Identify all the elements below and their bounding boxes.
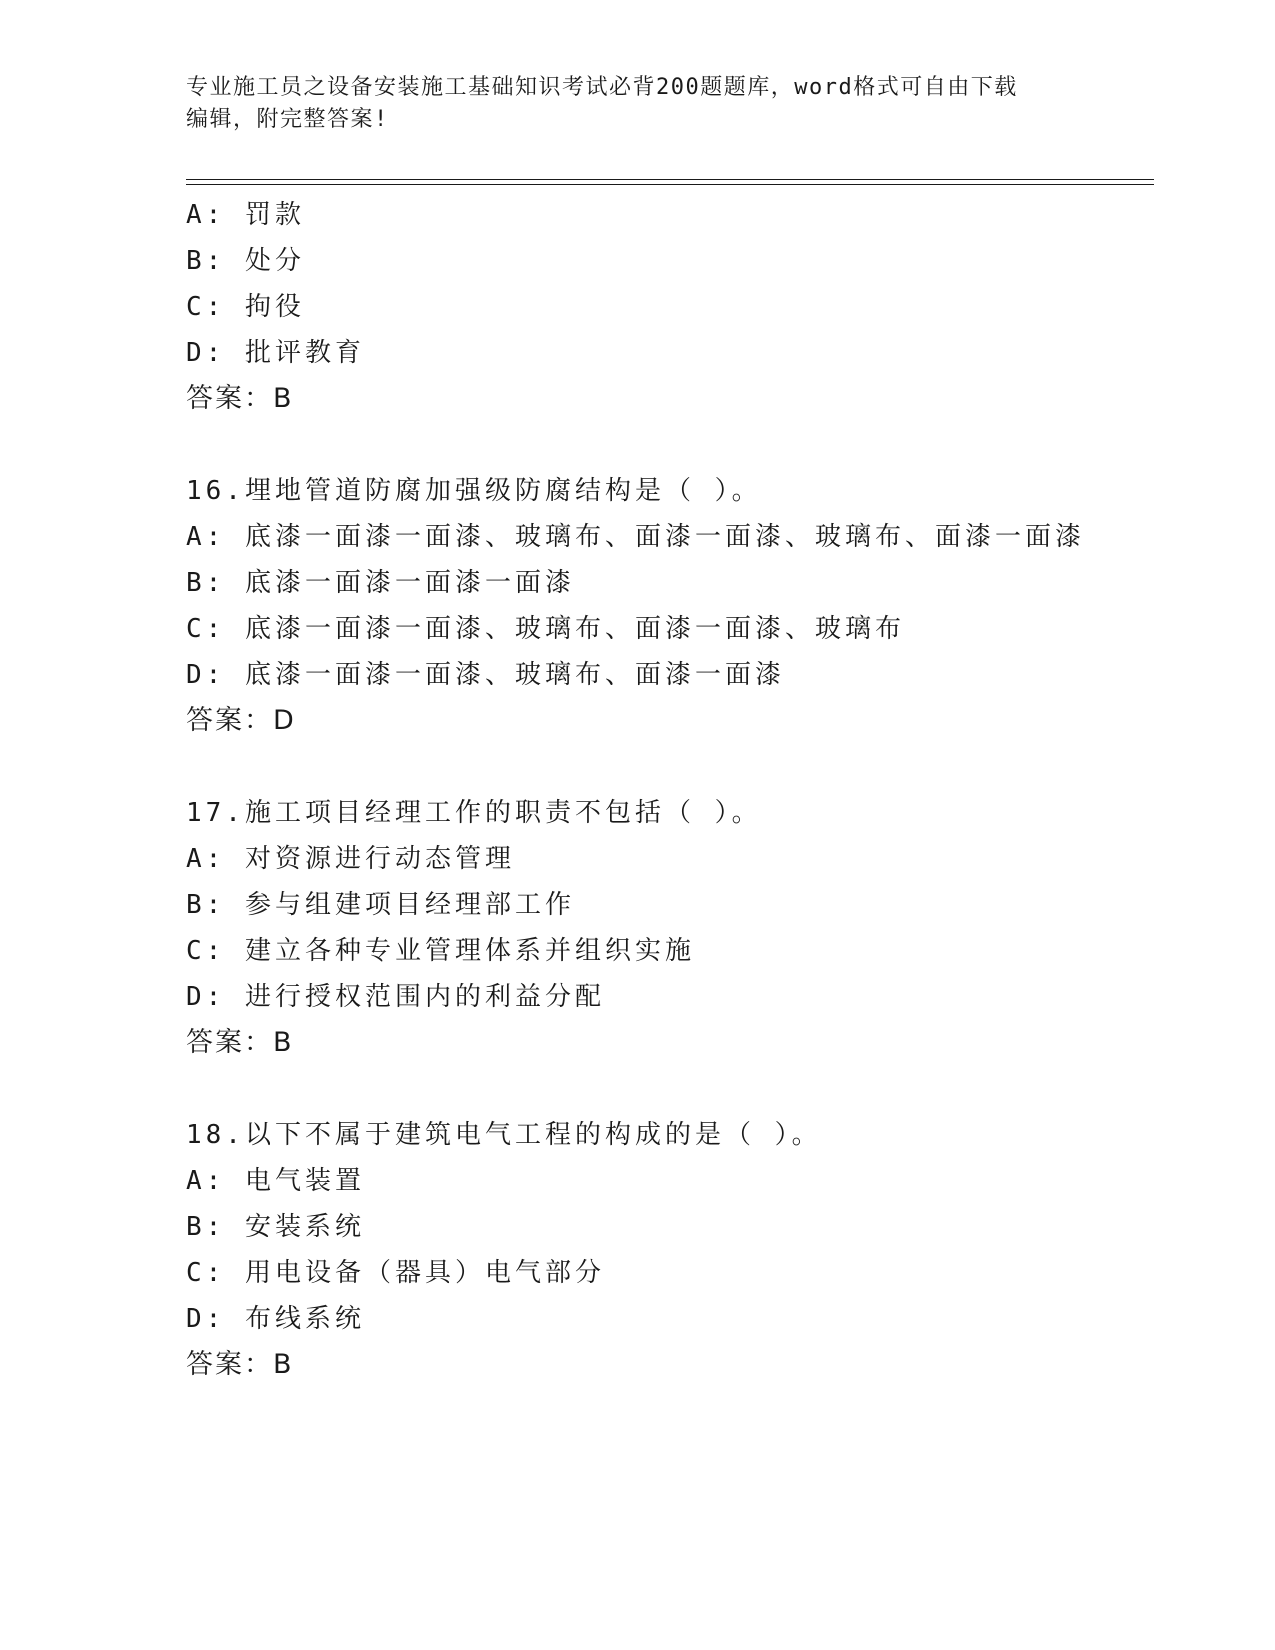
- question-title: 16.埋地管道防腐加强级防腐结构是（ ）。: [186, 476, 762, 506]
- answer-line: 答案：B: [186, 1027, 294, 1058]
- answer-line: 答案：B: [186, 383, 294, 414]
- header-title-line-1: 专业施工员之设备安装施工基础知识考试必背200题题库，word格式可自由下载: [186, 75, 1018, 100]
- option-b: B: 处分: [186, 246, 305, 276]
- option-d: D: 批评教育: [186, 338, 365, 368]
- question-title: 17.施工项目经理工作的职责不包括（ ）。: [186, 798, 762, 828]
- question-list: [186, 192, 1154, 1388]
- spacer: [186, 422, 1154, 468]
- option-c: C: 底漆一面漆一面漆、玻璃布、面漆一面漆、玻璃布: [186, 614, 905, 644]
- option-a: A: 罚款: [186, 200, 305, 230]
- option-d: D: 底漆一面漆一面漆、玻璃布、面漆一面漆: [186, 660, 785, 690]
- option-a: A: 电气装置: [186, 1166, 365, 1196]
- option-d: D: 布线系统: [186, 1304, 365, 1334]
- option-a: A: 对资源进行动态管理: [186, 844, 515, 874]
- option-c: C: 拘役: [186, 292, 305, 322]
- question-block-15: [186, 192, 1154, 422]
- option-c: C: 用电设备（器具）电气部分: [186, 1258, 605, 1288]
- question-block-18: [186, 1112, 1154, 1388]
- question-block-17: [186, 790, 1154, 1066]
- option-c: C: 建立各种专业管理体系并组织实施: [186, 936, 695, 966]
- answer-line: 答案：D: [186, 705, 296, 736]
- question-title: 18.以下不属于建筑电气工程的构成的是（ ）。: [186, 1120, 822, 1150]
- header-divider-top: [186, 179, 1154, 180]
- option-b: B: 底漆一面漆一面漆一面漆: [186, 568, 575, 598]
- spacer: [186, 1066, 1154, 1112]
- question-block-16: [186, 468, 1154, 744]
- header-divider-bottom: [186, 184, 1154, 185]
- option-b: B: 参与组建项目经理部工作: [186, 890, 575, 920]
- header-title-line-2: 编辑，附完整答案!: [186, 107, 389, 132]
- answer-line: 答案：B: [186, 1349, 294, 1380]
- document-header: [186, 72, 1086, 136]
- option-a: A: 底漆一面漆一面漆、玻璃布、面漆一面漆、玻璃布、面漆一面漆: [186, 522, 1085, 552]
- option-b: B: 安装系统: [186, 1212, 365, 1242]
- option-d: D: 进行授权范围内的利益分配: [186, 982, 605, 1012]
- spacer: [186, 744, 1154, 790]
